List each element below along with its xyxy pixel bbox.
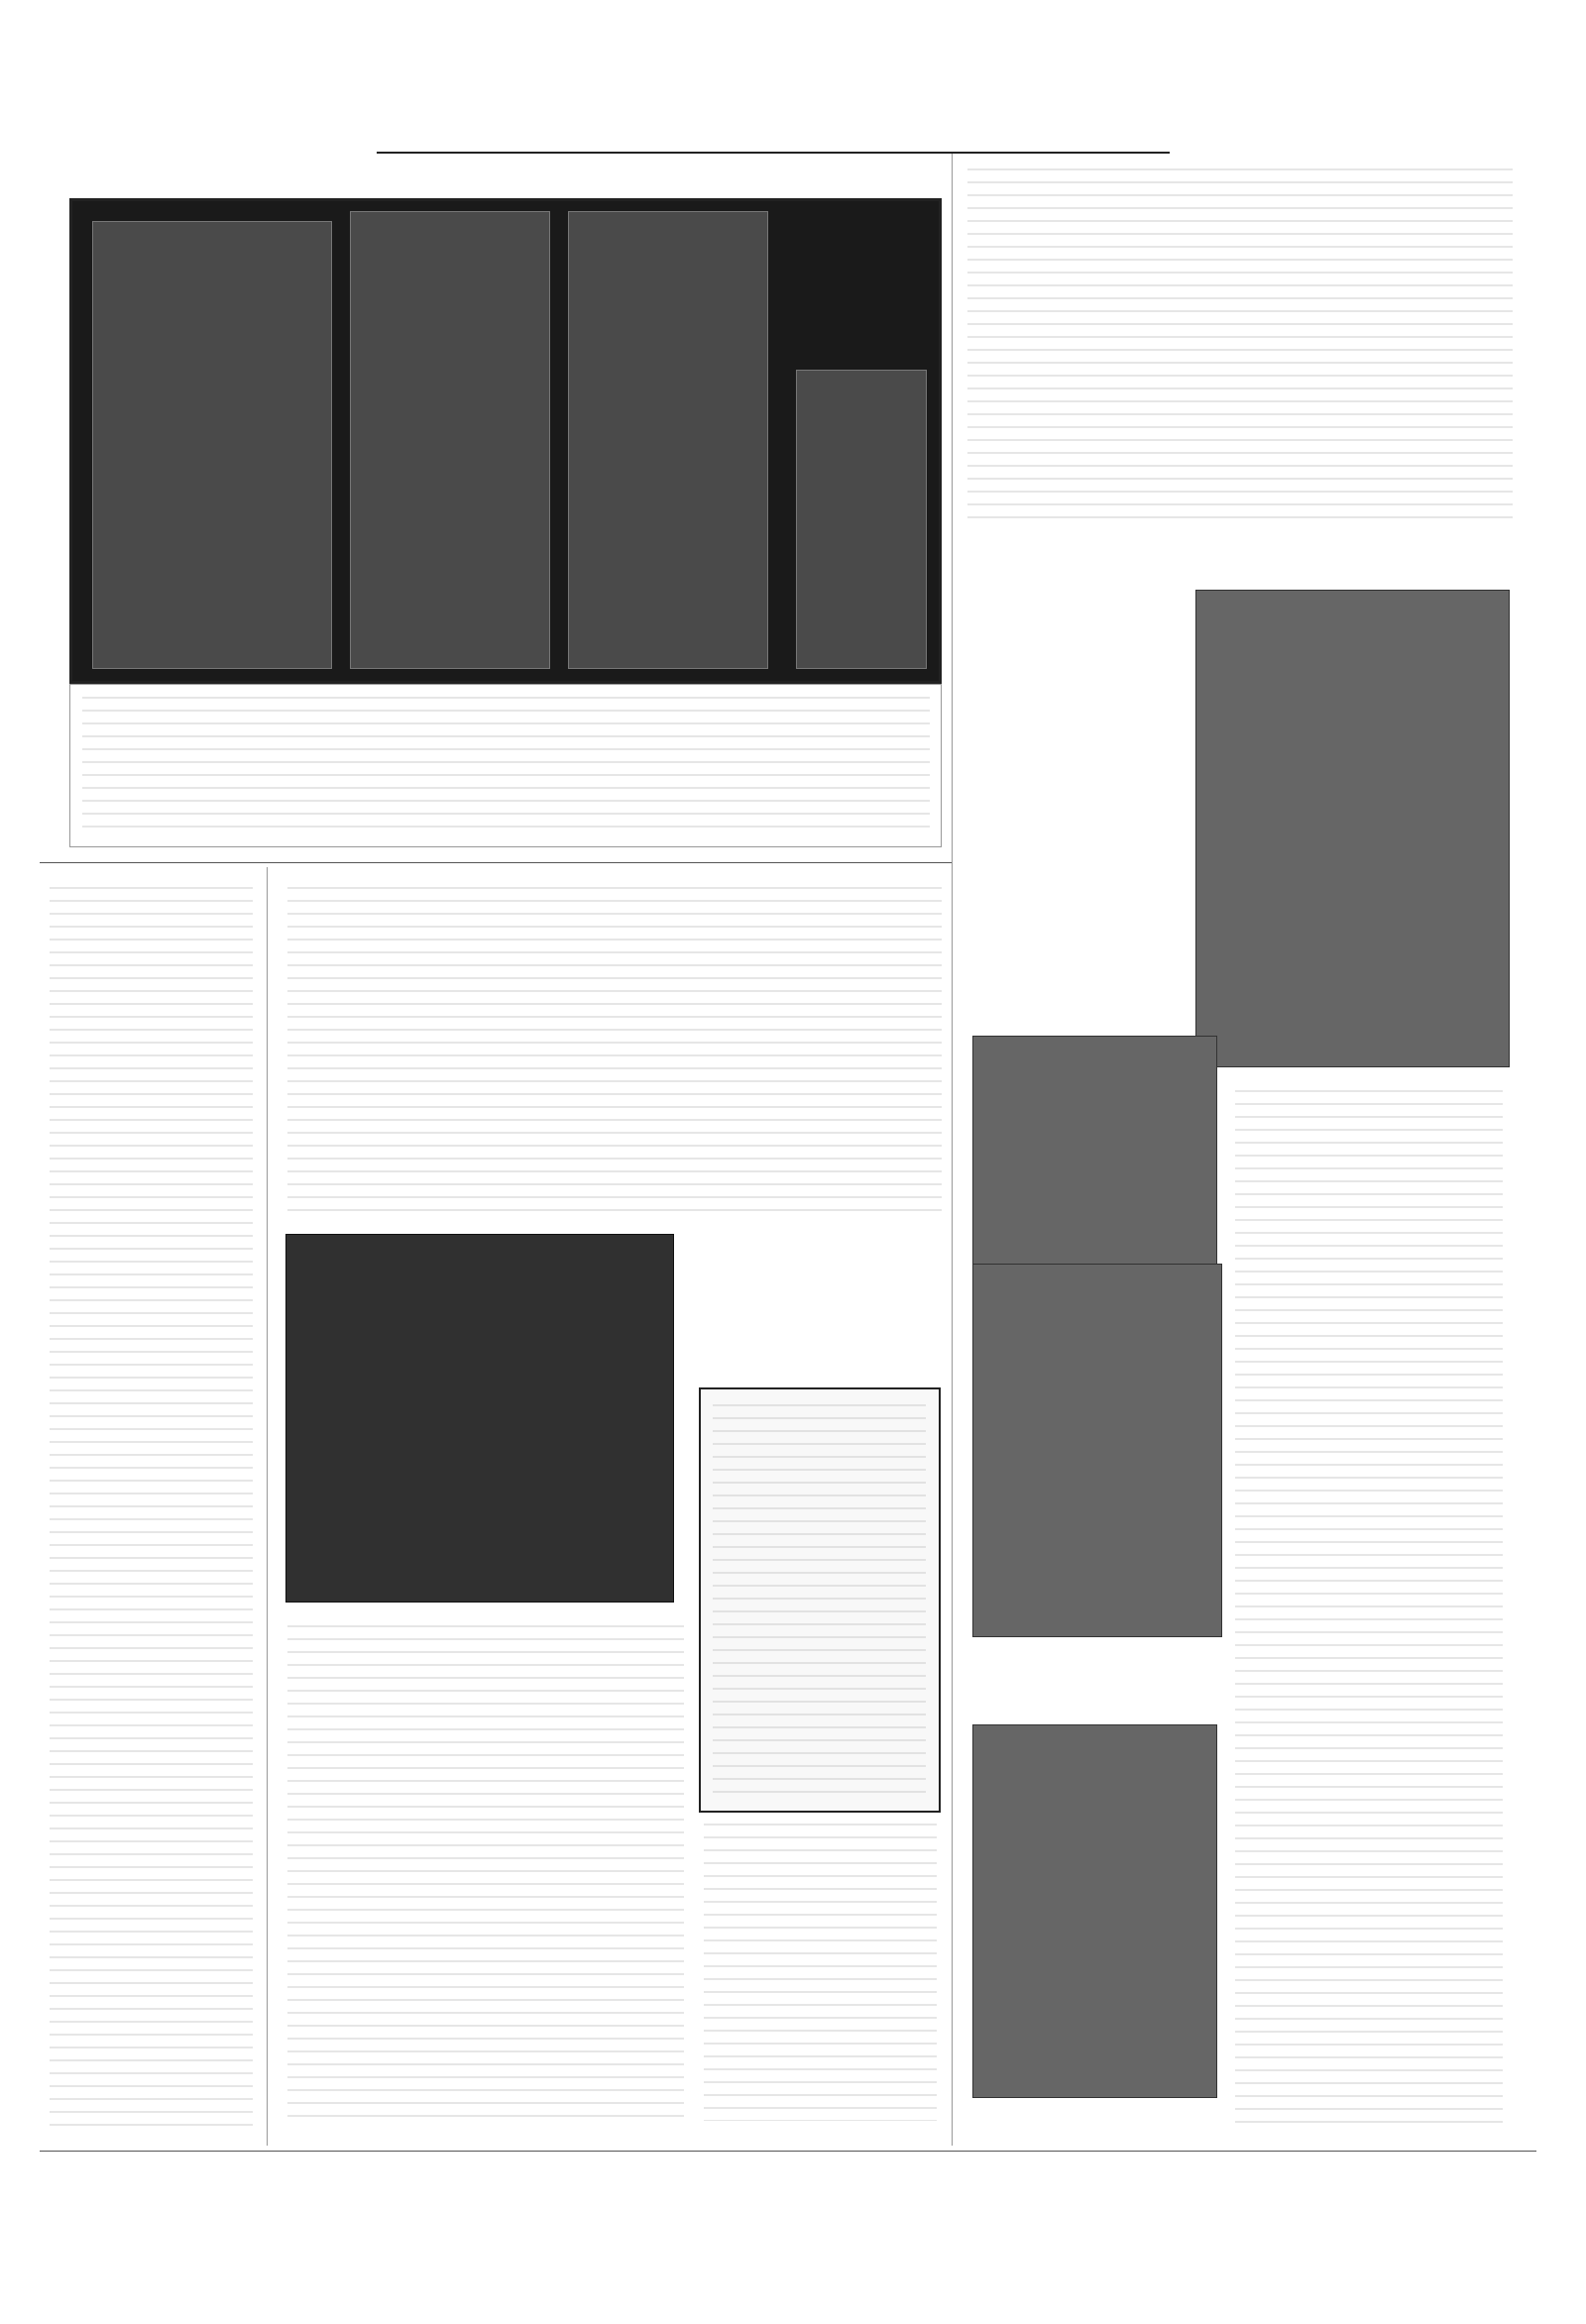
advertisement-box bbox=[699, 1387, 941, 1813]
section-divider bbox=[40, 862, 952, 863]
right-column-portrait bbox=[1195, 590, 1510, 1067]
centre-column bbox=[278, 877, 952, 2146]
centre-right-text-lines bbox=[704, 1824, 937, 2121]
newspaper-masthead bbox=[377, 124, 1170, 154]
right-column-group-photo bbox=[972, 1036, 1217, 1266]
photo-spread bbox=[69, 198, 942, 684]
left-column bbox=[40, 867, 268, 2146]
photo-right bbox=[796, 370, 927, 669]
centre-column-text-lines bbox=[287, 887, 942, 1214]
right-column-portrait-lower bbox=[972, 1264, 1222, 1637]
photo-centre-right bbox=[568, 211, 768, 669]
dog-photo bbox=[285, 1234, 674, 1603]
right-column-text-lines bbox=[967, 168, 1513, 525]
bottom-rule bbox=[40, 2151, 1536, 2152]
right-column-text-lines-lower bbox=[1235, 1090, 1503, 2126]
right-column-portrait-bottom bbox=[972, 1724, 1217, 2098]
left-column-text-lines bbox=[50, 887, 253, 2126]
right-column bbox=[952, 154, 1527, 2146]
caption-text-lines bbox=[82, 697, 930, 835]
centre-column-text-lines-lower bbox=[287, 1625, 684, 2126]
photo-caption-block bbox=[69, 684, 942, 847]
advertisement-text-lines bbox=[713, 1404, 926, 1796]
photo-left bbox=[92, 221, 332, 669]
photo-centre-left bbox=[350, 211, 550, 669]
